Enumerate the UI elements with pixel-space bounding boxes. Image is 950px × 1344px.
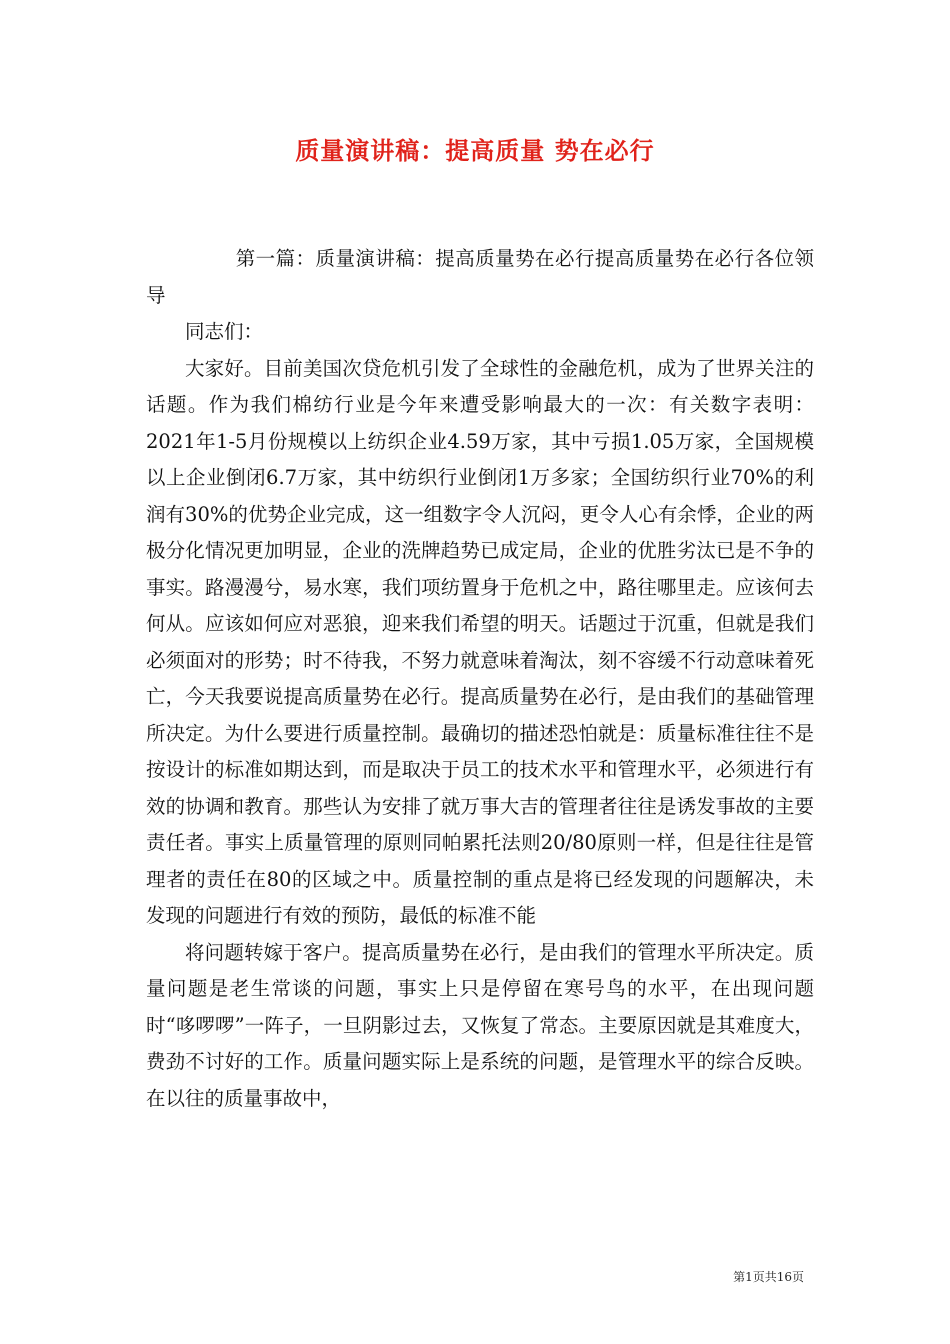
paragraph-greeting: 同志们： [185, 320, 264, 343]
document-body [146, 241, 814, 1117]
paragraph-continued: 将问题转嫁于客户。提高质量势在必行，是由我们的管理水平所决定。质量问题是老生常谈的问题，事实上只是停留在寒号鸟的水平，在出现问题时“哆啰啰”一阵子，一旦阴影过去，又恢复了常态。主要原因就是其难度大，费劲不讨好的工作。质量问题实际上是系统的问题，是管理水平的综合反映。在以往的质量事故中， [146, 940, 814, 1110]
document-title: 质量演讲稿：提高质量 势在必行 [295, 136, 655, 165]
paragraph-main: 大家好。目前美国次贷危机引发了全球性的金融危机，成为了世界关注的话题。作为我们棉纺行业是今年来遭受影响最大的一次：有关数字表明：2021年1-5月份规模以上纺织企业4.59万家，其中亏损1.05万家，全国规模以上企业倒闭6.7万家，其中纺织行业倒闭1万多家；全国纺织行业70%的利润有30%的优势企业完成，这一组数字令人沉闷，更令人心有余悸，企业的两极分化情况更加明显，企业的洗牌趋势已成定局，企业的优胜劣汰已是不争的事实。路漫漫兮，易水寒，我们项纺置身于危机之中，路往哪里走。应该何去何从。应该如何应对恶狼，迎来我们希望的明天。话题过于沉重，但就是我们必须面对的形势；时不待我，不努力就意味着淘汰，刻不容缓不行动意味着死亡，今天我要说提高质量势在必行。提高质量势在必行，是由我们的基础管理所决定。为什么要进行质量控制。最确切的描述恐怕就是：质量标准往往不是按设计的标准如期达到，而是取决于员工的技术水平和管理水平，必须进行有效的协调和教育。那些认为安排了就万事大吉的管理者往往是诱发事故的主要责任者。事实上质量管理的原则同帕累托法则20/80原则一样，但是往往是管理者的责任在80的区域之中。质量控制的重点是将已经发现的问题解决，未发现的问题进行有效的预防，最低的标准不能 [146, 356, 814, 927]
page-number-footer: 第1页共16页 [733, 1270, 804, 1284]
paragraph-intro: 第一篇：质量演讲稿：提高质量势在必行提高质量势在必行各位领导 [146, 247, 814, 307]
